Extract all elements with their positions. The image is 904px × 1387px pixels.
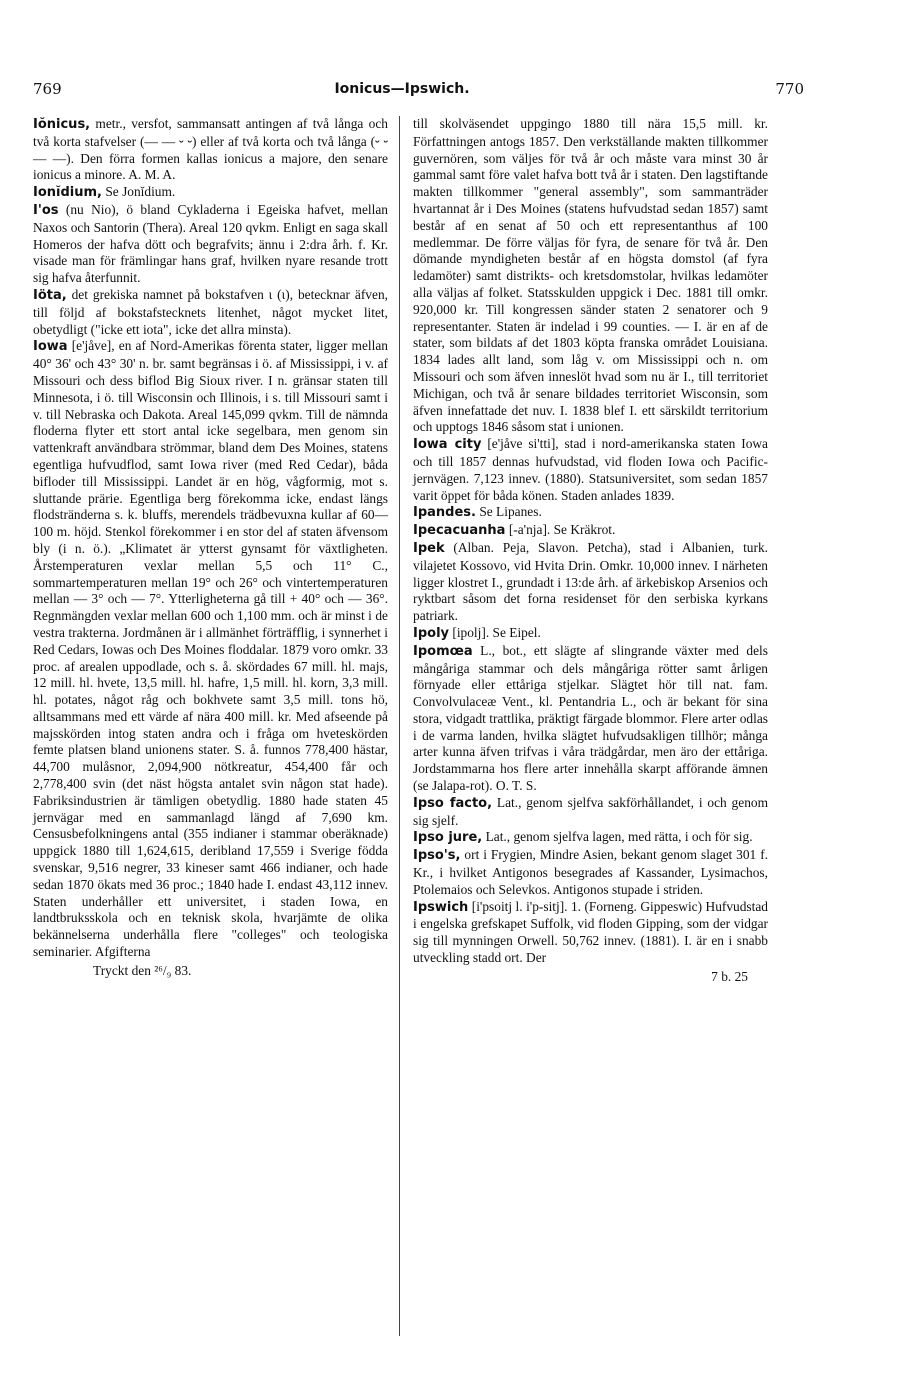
- page-number-left: 769: [33, 80, 62, 98]
- headword: Ipswich: [413, 899, 469, 915]
- headword: Ipecacuanha: [413, 523, 506, 539]
- entry-text: Se Lipanes.: [475, 504, 542, 520]
- headword: Iowa: [33, 339, 68, 355]
- page-number-right: 770: [775, 80, 804, 98]
- headword: Ipandes.: [413, 505, 476, 521]
- entry-ipek: [413, 540, 768, 625]
- entry-iota: [33, 287, 388, 338]
- entry-ipoly: [413, 625, 768, 643]
- entry-ipecacuanha: [413, 522, 768, 540]
- entry-text: L., bot., ett slägte af slingrande växter med dels mångåriga stammar och dels mångåriga rötter samt årligen förnyade eller ettåriga stjelkar. Slägtet hör till nat. fam. Convolvulaceæ Vent., kl. Pentandria L., och är bekant för sina stora, vidgadt trattlika, präktigt färgade blommor. Flere arter odlas i de varma landen, hvilka slägtet hufvudsakligen tillhör; många arter kunna äfven trifvas i våra trädgårdar, men äro der ettåriga. Jordstammarna hos flere arter innehålla skarpt afförande ämnen (se Jalapa-rot). O. T. S.: [413, 642, 768, 794]
- headword: I'os: [33, 202, 59, 218]
- left-column: [33, 116, 388, 980]
- headword: Iŏnicus,: [33, 117, 91, 132]
- entry-text: [-a'nja]. Se Kräkrot.: [505, 522, 616, 538]
- entry-text: Se Jonĭdium.: [101, 184, 176, 200]
- headword: Ionĭdium,: [33, 185, 102, 201]
- entry-text: Lat., genom sjelfva lagen, med rätta, i och för sig.: [482, 829, 753, 845]
- entry-text: Lat., genom sjelfva sakförhållandet, i och genom sig sjelf.: [413, 794, 769, 828]
- print-date: Tryckt den ²⁶/₉ 83.: [93, 962, 192, 978]
- entry-text: till skolväsendet uppgingo 1880 till nära 15,5 mill. kr. Författningen antogs 1857. Den verkställande makten tillkommer guvernören, som väljes för två år och måste vara minst 30 år gammal samt före valet hafva bott två år i staten. Den lagstiftande makten tillkommer "general assembly", som sammanträder hvartannat år i Des Moines (statens hufvudstad sedan 1857) samt består af en senat af 50 och ett representanthus af 100 medlemmar. De förre väljas för fyra, de senare för två år. Den dömande myndigheten består af en högsta domstol (af fyra ledamöter) samt distrikts- och kretsdomstolar, hvilkas ledamöter alla väljas af folket. Statsskulden uppgick i Dec. 1881 till omkr. 920,000 kr. Till kongressen sänder staten 2 senatorer och 9 representanter. Staten är indelad i 99 counties. — I. är en af de stater, som bildats af det 1803 köpta franska området Louisiana. 1834 lades allt land, som låg v. om Mississippi och n. om Missouri och som äfven inneslöt hvad som nu är I., till territoriet Michigan, och två år senare bildades territoriet Wisconsin, som äfven innefattade det nuv. I. 1838 blef I. ett särskildt territorium och upptogs 1846 såsom stat i unionen.: [413, 116, 768, 435]
- entry-text: [e'jåve si'tti], stad i nord-amerikanska staten Iowa och till 1857 dennas hufvudstad, vid floden Iowa och Pacific-jernvägen. 7,123 innev. (1880). Statsuniversitet, som sedan 1857 varit öppet för båda könen. Staden anlades 1839.: [413, 436, 768, 503]
- signature-mark: 7 b. 25: [711, 968, 748, 984]
- entry-ionicus: [33, 116, 388, 184]
- column-divider: [399, 116, 400, 1336]
- entry-iowa-continued: [413, 116, 768, 436]
- entry-text: [ipolj]. Se Eipel.: [449, 624, 541, 640]
- headword: Ipoly: [413, 625, 450, 641]
- entry-iowa-city: [413, 436, 768, 504]
- headword: Ipek: [413, 540, 445, 556]
- entry-text: ort i Frygien, Mindre Asien, bekant genom slaget 301 f. Kr., i hvilket Antigonos besegrades af Kassander, Lysimachos, Ptolemaios och Selevkos. Antigonos stupade i striden.: [413, 847, 768, 897]
- entry-text: det grekiska namnet på bokstafven ι (ι), betecknar äfven, till följd af bokstafstecknets litenhet, något mycket litet, obetydligt ("icke ett iota", icke det allra minsta).: [33, 286, 388, 337]
- entry-ipandes: [413, 504, 768, 522]
- headword: Ipso facto,: [413, 795, 493, 811]
- entry-text: [i'psoitj l. i'p-sitj]. 1. (Forneng. Gippeswic) Hufvudstad i engelska grefskapet Suffolk, vid floden Gipping, som der vidgar sig till mynningen Orwell. 50,762 innev. (1881). I. är en i snabb utveckling stadd ort. Der: [413, 898, 768, 966]
- entry-text: [e'jåve], en af Nord-Amerikas förenta stater, ligger mellan 40° 36' och 43° 30' n. br. samt begränsas i ö. af Mississippi, i v. af Missouri och dess biflod Big Sioux river. I n. gränsar staten till Minnesota, i ö. till Wisconsin och Illinois, i s. till Missouri samt i v. till Nebraska och Dakota. Areal 145,099 qvkm. Till de nämnda floderna flyter ett stort antal icke segelbara, men genom sin vattenkraft användbara strömmar, bland dem Des Moines, statens egentliga hufvudflod, samt Iowa river (med Red Cedar), båda bifloder till Mississippi. Landet är en hög, vågformig, mot s. sluttande prärie. Egentliga berg förekomma icke, endast längs flodstränderna s. k. bluffs, merendels trädbevuxna kullar af 60—100 m. höjd. Stenkol förekommer i en stor del af staten äfvensom bly (i n. ö.). „Klimatet är ytterst gynsamt för växtligheten. Årstemperaturen vexlar mellan 5,5 och 11° C., sommartemperaturen mellan 19° och 26° och vintertemperaturen mellan — 3° och — 7°. Ytterligheterna gå till + 40° och — 36°. Regnmängden vexlar mellan 600 och 1,100 mm. och är minst i de vestra trakterna. Jordmånen är i allmänhet förträfflig, i synnerhet i Red Cedars, Iowas och Des Moines floddalar. 1879 voro omkr. 33 proc. af arealen uppodlade, och s. å. skördades 67 mill. hl. majs, 12 mill. hl. hvete, 13,5 mill. hl. hafre, 1,5 mill. hl. korn, 3,3 mill. hl. potates, något råg och bokhvete samt 3,5 mill. tons hö, alltsammans med ett värde af nära 400 mill. kr. Med afseende på majsskörden intog staten andra och i fråga om hveteskörden femte platsen bland unionens stater. S. å. funnos 778,400 hästar, 44,700 mulåsnor, 2,094,900 nötkreatur, 454,400 får och 2,778,400 svin (det näst högsta antalet svin någon stat hade). Fabriksindustrien är tämligen obetydlig. 1880 hade staten 45 jernvägar med en sammanlagd längd af 7,690 km. Censusbefolkningens antal (355 indianer i stammar oberäknade) uppgick 1880 till 1,624,615, deribland 17,559 i Sverige födda svenskar, 9,516 negrer, 33 kineser samt 466 indianer, och hade sedan 1870 ökats med 36 proc.; 1840 hade I. endast 43,112 innev. Staten underhåller ett universitet, i staden Iowa, en landtbruksskola och en teknisk skola, hvarjämte de olika bekännelserna underhålla flere "colleges" och teologiska seminarier. Afgifterna: [33, 338, 388, 960]
- entry-ios: [33, 202, 388, 287]
- entry-iowa: [33, 338, 388, 960]
- entry-ipomoea: [413, 643, 768, 795]
- entry-ipso-facto: [413, 795, 768, 830]
- headword: Ipomœa: [413, 643, 473, 659]
- entry-text: (nu Nio), ö bland Cykladerna i Egeiska hafvet, mellan Naxos och Santorin (Thera). Areal 120 qvkm. Enligt en saga skall Homeros der hafva dött och begrafvits; ännu i 2:dra årh. f. Kr. visade man för främlingar hans graf, hvilken nyare resande trott sig hafva återfunnit.: [33, 201, 388, 286]
- print-footer: [33, 963, 388, 980]
- entry-ipsos: [413, 847, 768, 898]
- running-title: Ionicus—Ipswich.: [334, 81, 470, 97]
- headword: Ipso jure,: [413, 830, 483, 846]
- headword: Ipso's,: [413, 848, 461, 864]
- headword: Iowa city: [413, 437, 482, 453]
- entry-ionidium: [33, 184, 388, 202]
- right-column: [413, 116, 768, 986]
- entry-text: (Alban. Peja, Slavon. Petcha), stad i Albanien, turk. vilajetet Kossovo, vid Hvita Drin. Omkr. 10,000 innev. I närheten ligger klostret I., grundadt i 13:de årh. af ärkebiskop Arsenios och ryktbart såsom det forna residenset för den serbiska kyrkans patriark.: [413, 539, 768, 624]
- entry-ipso-jure: [413, 829, 768, 847]
- entry-ipswich: [413, 899, 768, 967]
- headword: Iöta,: [33, 287, 67, 303]
- entry-text: metr., versfot, sammansatt antingen af två långa och två korta stafvelser (— — ⏑ ⏑) eller af två korta och två långa (⏑ ⏑ — —). Den förra formen kallas ionicus a majore, den senare ionicus a minore. A. M. A.: [33, 116, 388, 183]
